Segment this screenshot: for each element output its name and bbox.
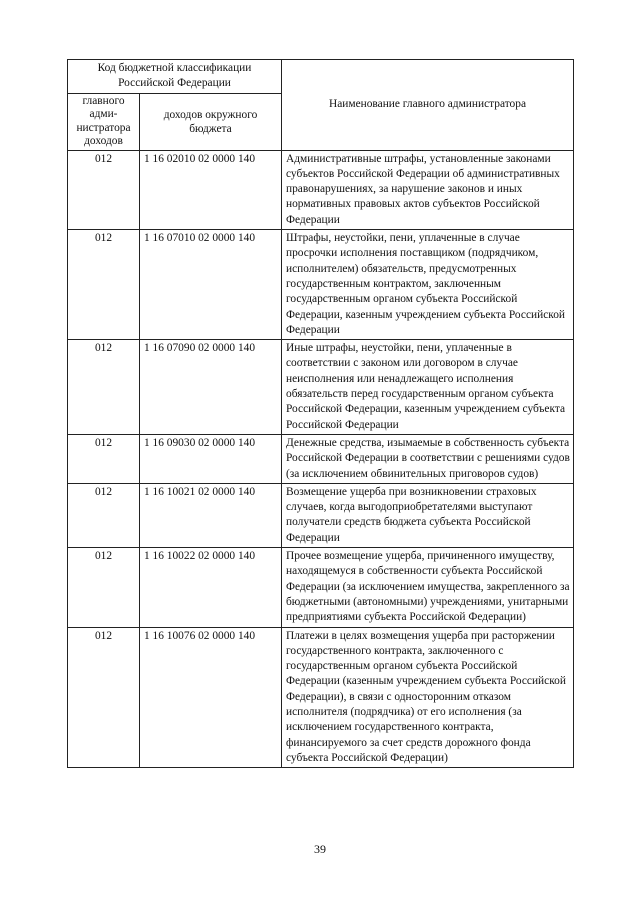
budget-code-cell: 1 16 02010 02 0000 140: [140, 150, 282, 229]
administrator-name-cell: Денежные средства, изымаемые в собственность субъекта Российской Федерации в соответствии с решениями судов (за исключением обвинительных приговоров судов): [282, 434, 574, 483]
budget-code-cell: 1 16 10021 02 0000 140: [140, 483, 282, 547]
table-row: [68, 340, 574, 435]
header-district-budget: доходов окружного бюджета: [140, 93, 282, 150]
header-admin-name: Наименование главного администратора: [282, 60, 574, 151]
admin-code-cell: 012: [68, 483, 140, 547]
admin-code-cell: 012: [68, 627, 140, 768]
budget-code-cell: 1 16 09030 02 0000 140: [140, 434, 282, 483]
admin-code-cell: 012: [68, 548, 140, 627]
header-main-admin: главного адми-нистратора доходов: [68, 93, 140, 150]
administrator-name-cell: Возмещение ущерба при возникновении страховых случаев, когда выгодоприобретателями выступают получатели средств бюджета субъекта Российской Федерации: [282, 483, 574, 547]
budget-classification-table-container: [67, 59, 573, 768]
administrator-name-cell: Административные штрафы, установленные законами субъектов Российской Федерации об административных правонарушениях, за нарушение законов и иных нормативных правовых актов субъектов Российской Федерации: [282, 150, 574, 229]
budget-code-cell: 1 16 10022 02 0000 140: [140, 548, 282, 627]
budget-code-cell: 1 16 07010 02 0000 140: [140, 230, 282, 340]
budget-code-cell: 1 16 07090 02 0000 140: [140, 340, 282, 435]
page-number: 39: [314, 842, 326, 856]
table-row: [68, 548, 574, 627]
table-row: [68, 434, 574, 483]
administrator-name-cell: Платежи в целях возмещения ущерба при расторжении государственного контракта, заключенного с государственным органом субъекта Российской Федерации (казенным учреждением субъекта Российской Федерации), в связи с односторонним отказом исполнителя (подрядчика) от его исполнения (за исключением государственного контракта, финансируемого за счет средств дорожного фонда субъекта Российской Федерации): [282, 627, 574, 768]
table-row: [68, 627, 574, 768]
header-code-group: Код бюджетной классификации Российской Федерации: [68, 60, 282, 94]
table-row: [68, 230, 574, 340]
administrator-name-cell: Прочее возмещение ущерба, причиненного имуществу, находящемуся в собственности субъекта Российской Федерации (за исключением имущества, закрепленного за бюджетными (автономными) учреждениями, унитарными предприятиями субъекта Российской Федерации): [282, 548, 574, 627]
admin-code-cell: 012: [68, 230, 140, 340]
table-row: [68, 150, 574, 229]
budget-classification-table: [67, 59, 574, 768]
administrator-name-cell: Штрафы, неустойки, пени, уплаченные в случае просрочки исполнения поставщиком (подрядчиком, исполнителем) обязательств, предусмотренных государственным контрактом, заключенным государственным органом субъекта Российской Федерации, казенным учреждением субъекта Российской Федерации: [282, 230, 574, 340]
budget-code-cell: 1 16 10076 02 0000 140: [140, 627, 282, 768]
admin-code-cell: 012: [68, 340, 140, 435]
administrator-name-cell: Иные штрафы, неустойки, пени, уплаченные в соответствии с законом или договором в случае неисполнения или ненадлежащего исполнения обязательств перед государственным органом субъекта Российской Федерации, казенным учреждением субъекта Российской Федерации: [282, 340, 574, 435]
table-row: [68, 483, 574, 547]
admin-code-cell: 012: [68, 434, 140, 483]
admin-code-cell: 012: [68, 150, 140, 229]
